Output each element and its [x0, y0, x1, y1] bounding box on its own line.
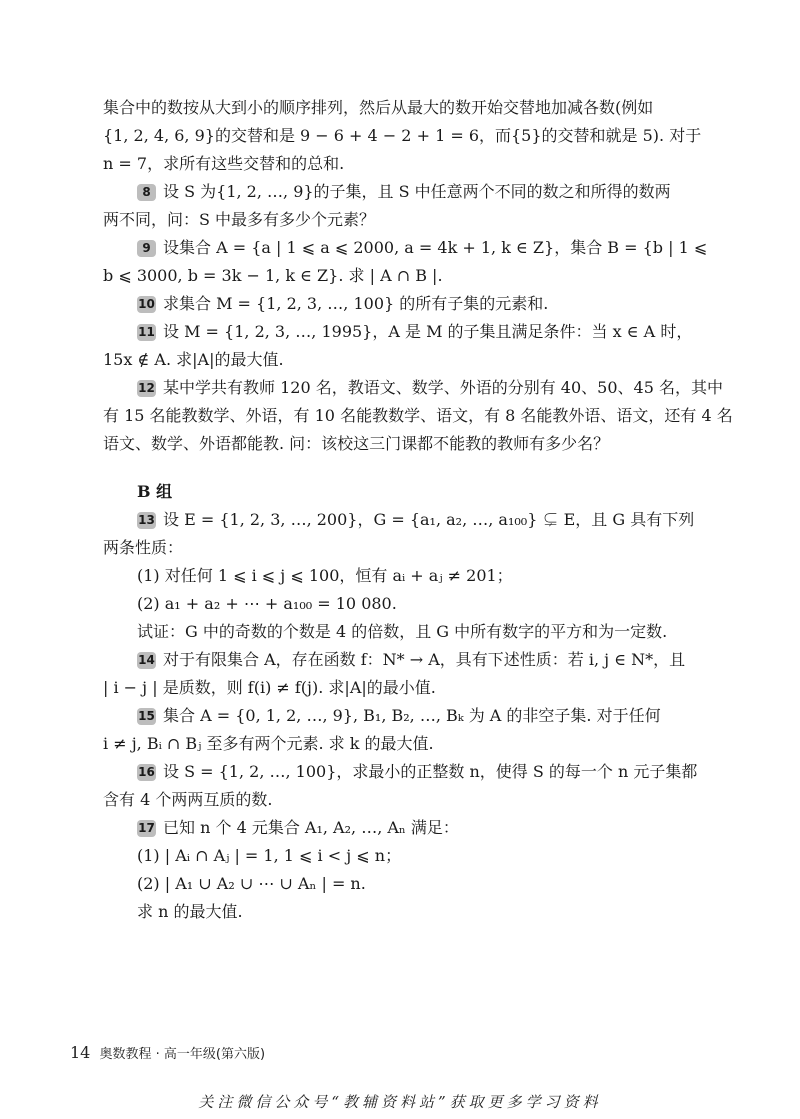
problem-17: 17 已知 n 个 4 元集合 A₁, A₂, …, Aₙ 满足： — [138, 818, 459, 837]
problem-8: 8 设 S 为{1, 2, …, 9}的子集，且 S 中任意两个不同的数之和所得的数两 — [103, 180, 697, 203]
section-gap — [103, 460, 697, 480]
page-content — [103, 96, 733, 928]
condition-line: (1) 对任何 1 ⩽ i ⩽ j ⩽ 100，恒有 aᵢ + aⱼ ≠ 201； — [137, 566, 513, 585]
problem-number-badge: 11 — [138, 325, 155, 339]
problem-15: 15 集合 A = {0, 1, 2, …, 9}, B₁, B₂, …, Bₖ 为 A 的非空子集. 对于任何 — [138, 706, 661, 725]
problem-number-badge: 12 — [138, 381, 155, 395]
problem-10: 10 求集合 M = {1, 2, 3, …, 100} 的所有子集的元素和. — [138, 294, 549, 313]
condition-line: (1) | Aᵢ ∩ Aⱼ | = 1, 1 ⩽ i < j ⩽ n； — [137, 846, 402, 865]
problem-number-badge: 10 — [138, 297, 155, 311]
problem-14: 14 对于有限集合 A，存在函数 f：N* → A，具有下述性质：若 i, j ∈ N*，且 — [138, 650, 686, 669]
problem-number-badge: 9 — [137, 240, 156, 257]
problem-number-badge: 13 — [138, 513, 155, 527]
condition-line: (2) | A₁ ∪ A₂ ∪ ⋯ ∪ Aₙ | = n. — [137, 874, 366, 893]
text-line: 15x ∉ A. 求|A|的最大值. — [103, 350, 284, 369]
text-line: 两条性质： — [103, 538, 184, 557]
problem-number-badge: 16 — [138, 765, 155, 779]
problem-13: 13 设 E = {1, 2, 3, …, 200}，G = {a₁, a₂, …, a₁₀₀} ⊊ E，且 G 具有下列 — [138, 510, 695, 529]
problem-number-badge: 17 — [138, 821, 155, 835]
page-footer — [70, 1043, 265, 1062]
text-line: 语文、数学、外语都能教. 问：该校这三门课都不能教的教师有多少名？ — [103, 434, 610, 453]
problem-number-badge: 8 — [137, 184, 156, 201]
watermark-text: 关注微信公众号“教辅资料站”获取更多学习资料 — [198, 1093, 602, 1111]
book-title: 奥数教程 · 高一年级(第六版) — [99, 1047, 266, 1062]
problem-12: 12 某中学共有教师 120 名，教语文、数学、外语的分别有 40、50、45 名，其中 — [138, 378, 723, 397]
text-line: {1, 2, 4, 6, 9}的交替和是 9 − 6 + 4 − 2 + 1 = 6，而{5}的交替和就是 5). 对于 — [103, 126, 702, 145]
page-number: 14 — [70, 1043, 91, 1062]
problem-number-badge: 15 — [138, 709, 155, 723]
text-line: i ≠ j, Bᵢ ∩ Bⱼ 至多有两个元素. 求 k 的最大值. — [103, 734, 434, 753]
text-line: 试证：G 中的奇数的个数是 4 的倍数，且 G 中所有数字的平方和为一定数. — [137, 622, 668, 641]
text-line: 求 n 的最大值. — [137, 902, 243, 921]
text-line: n = 7，求所有这些交替和的总和. — [103, 154, 345, 173]
text-line: 两不同，问：S 中最多有多少个元素？ — [103, 210, 376, 229]
text-line: b ⩽ 3000, b = 3k − 1, k ∈ Z}. 求 | A ∩ B |. — [103, 266, 443, 285]
problem-number-badge: 14 — [138, 653, 155, 667]
problem-16: 16 设 S = {1, 2, …, 100}，求最小的正整数 n，使得 S 的每一个 n 元子集都 — [138, 762, 698, 781]
text-line: 有 15 名能教数学、外语，有 10 名能教数学、语文，有 8 名能教外语、语文，还有 4 名 — [103, 406, 733, 425]
group-title: B 组 — [137, 482, 173, 501]
text-line: 集合中的数按从大到小的顺序排列，然后从最大的数开始交替地加减各数(例如 — [103, 98, 654, 117]
text-line: | i − j | 是质数，则 f(i) ≠ f(j). 求|A|的最小值. — [103, 678, 436, 697]
condition-line: (2) a₁ + a₂ + ⋯ + a₁₀₀ = 10 080. — [137, 594, 397, 613]
problem-11: 11 设 M = {1, 2, 3, …, 1995}，A 是 M 的子集且满足条件：当 x ∈ A 时， — [138, 322, 693, 341]
text-line: 含有 4 个两两互质的数. — [103, 790, 273, 809]
problem-9: 9 设集合 A = {a | 1 ⩽ a ⩽ 2000, a = 4k + 1, k ∈ Z}，集合 B = {b | 1 ⩽ — [103, 236, 697, 259]
